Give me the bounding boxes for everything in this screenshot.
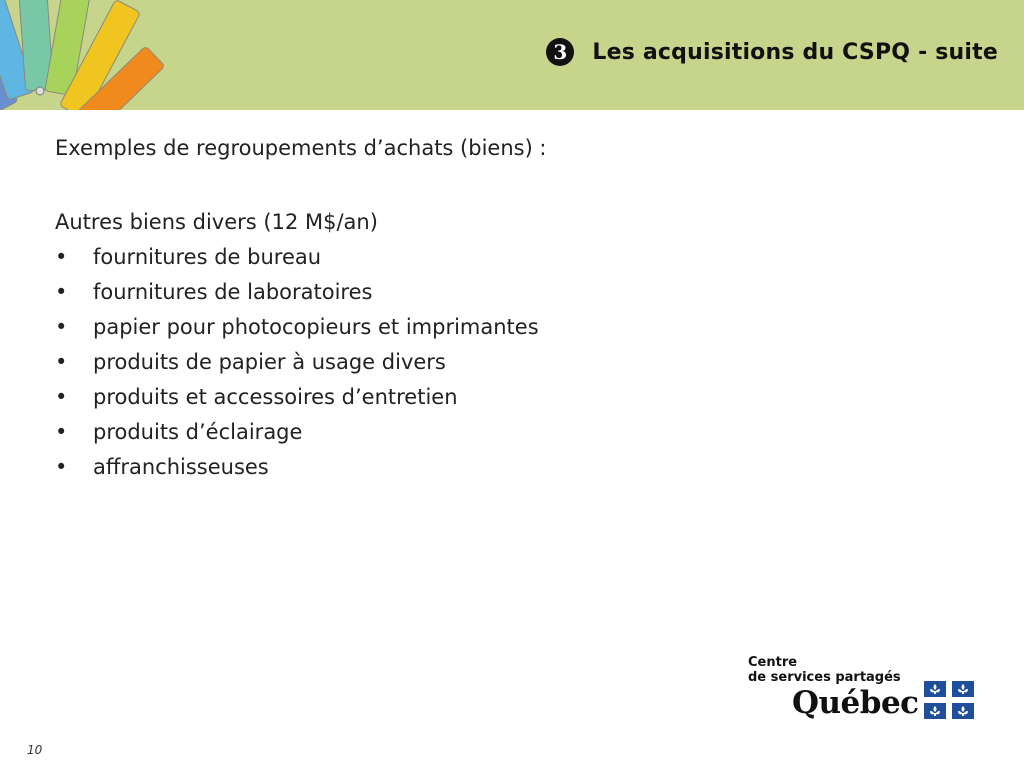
- color-swatch-fan-icon: [0, 0, 170, 110]
- list-item-text: affranchisseuses: [93, 455, 269, 479]
- slide-title: Les acquisitions du CSPQ - suite: [592, 39, 998, 65]
- list-item-text: fournitures de laboratoires: [93, 280, 373, 304]
- list-item-text: produits d’éclairage: [93, 420, 303, 444]
- header-band: [0, 0, 1024, 110]
- bullet-icon: •: [55, 455, 68, 479]
- bullet-icon: •: [55, 315, 68, 339]
- list-item-text: fournitures de bureau: [93, 245, 322, 269]
- section-heading: Autres biens divers (12 M$/an): [55, 210, 378, 234]
- bullet-icon: •: [55, 245, 68, 269]
- list-item-text: papier pour photocopieurs et imprimantes: [93, 315, 539, 339]
- bullet-icon: •: [55, 280, 68, 304]
- list-item-text: produits et accessoires d’entretien: [93, 385, 458, 409]
- list-item: [55, 275, 547, 310]
- cspq-logo: [748, 655, 978, 725]
- logo-quebec-wordmark: Québec: [792, 685, 919, 721]
- list-item: [55, 345, 547, 380]
- list-item: [55, 310, 547, 345]
- quebec-flag-icon: [924, 681, 974, 719]
- list-item: [55, 240, 547, 275]
- list-item: [55, 450, 547, 485]
- step-number-badge: 3: [546, 38, 574, 66]
- logo-line-centre: Centre: [748, 655, 798, 670]
- logo-line-services: de services partagés: [748, 670, 901, 685]
- list-item: [55, 415, 547, 450]
- intro-text: Exemples de regroupements d’achats (biens) :: [55, 136, 547, 160]
- list-item: [55, 380, 547, 415]
- slide-body: [55, 132, 547, 485]
- bullet-icon: •: [55, 385, 68, 409]
- bullet-icon: •: [55, 350, 68, 374]
- bullet-list: [55, 240, 547, 485]
- list-item-text: produits de papier à usage divers: [93, 350, 446, 374]
- bullet-icon: •: [55, 420, 68, 444]
- page-number: 10: [27, 743, 43, 757]
